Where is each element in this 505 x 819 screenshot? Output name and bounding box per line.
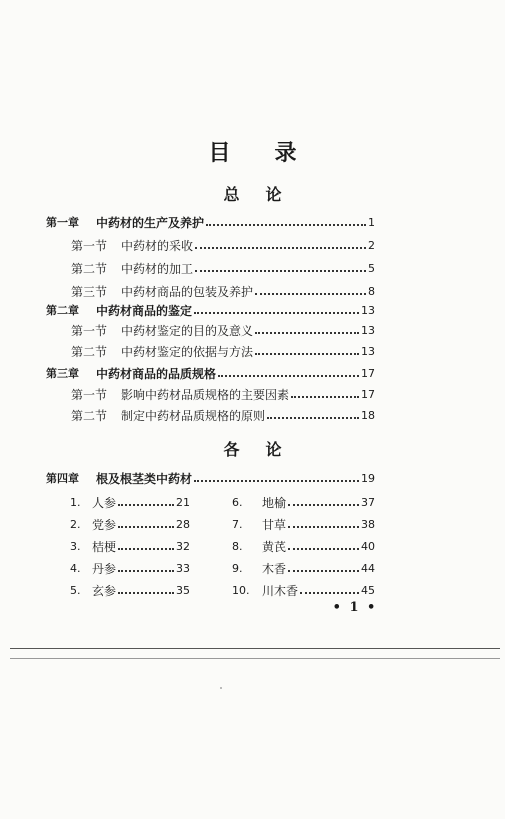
dot-leader	[206, 224, 366, 226]
dot-leader	[255, 293, 366, 295]
dot-leader	[291, 396, 359, 398]
item-number: 2.	[70, 518, 81, 531]
herb-list-item	[232, 538, 375, 556]
toc-page: 17	[361, 367, 375, 380]
toc-section-row	[71, 407, 375, 425]
toc-page: 13	[361, 324, 375, 337]
toc-section-row	[71, 386, 375, 404]
dot-leader	[194, 312, 359, 314]
item-number: 7.	[232, 518, 243, 531]
item-page: 44	[361, 562, 375, 575]
toc-label: 第三节	[71, 285, 108, 299]
toc-label: 第四章	[46, 472, 79, 485]
dot-leader	[300, 592, 359, 594]
toc-label: 第三章	[46, 367, 79, 380]
toc-page: 5	[368, 262, 375, 275]
toc-page: 13	[361, 304, 375, 317]
toc-chapter-row	[46, 302, 375, 320]
item-page: 21	[176, 496, 190, 509]
dot-leader	[118, 548, 174, 550]
dot-leader	[255, 332, 359, 334]
herb-list-item	[70, 560, 190, 578]
toc-title: 中药材商品的包装及养护	[121, 285, 254, 299]
toc-section-row	[71, 343, 375, 361]
toc-page: 2	[368, 239, 375, 252]
toc-title: 中药材商品的品质规格	[96, 367, 217, 381]
toc-title: 中药材鉴定的依据与方法	[121, 345, 254, 359]
toc-section-row	[71, 283, 375, 301]
toc-title: 影响中药材品质规格的主要因素	[121, 388, 290, 402]
toc-label: 第二节	[71, 262, 108, 276]
dot-leader	[267, 417, 359, 419]
item-name: 丹参	[92, 562, 117, 576]
item-name: 川木香	[262, 584, 299, 598]
dot-leader	[194, 480, 359, 482]
toc-chapter-row	[46, 365, 375, 383]
divider	[10, 648, 500, 649]
item-name: 玄参	[92, 584, 117, 598]
toc-title: 中药材商品的鉴定	[96, 304, 193, 318]
item-page: 28	[176, 518, 190, 531]
item-name: 桔梗	[92, 540, 117, 554]
section-heading-general: 总论	[223, 185, 308, 204]
toc-page: 8	[368, 285, 375, 298]
item-page: 40	[361, 540, 375, 553]
item-name: 木香	[262, 562, 287, 576]
toc-label: 第二章	[46, 304, 79, 317]
toc-title: 中药材鉴定的目的及意义	[121, 324, 254, 338]
herb-list-item	[232, 516, 375, 534]
herb-list-item	[70, 582, 190, 600]
herb-list-item	[232, 560, 375, 578]
item-page: 32	[176, 540, 190, 553]
toc-title: 制定中药材品质规格的原则	[121, 409, 266, 423]
toc-title: 中药材的生产及养护	[96, 216, 205, 230]
dot-leader	[288, 504, 359, 506]
toc-page: 18	[361, 409, 375, 422]
toc-section-row	[71, 322, 375, 340]
print-speck	[220, 687, 222, 689]
toc-page: 19	[361, 472, 375, 485]
item-number: 8.	[232, 540, 243, 553]
divider	[10, 658, 500, 659]
item-number: 4.	[70, 562, 81, 575]
dot-leader	[118, 570, 174, 572]
item-page: 45	[361, 584, 375, 597]
dot-leader	[118, 526, 174, 528]
toc-chapter-row	[46, 470, 375, 488]
item-name: 甘草	[262, 518, 287, 532]
toc-section-row	[71, 260, 375, 278]
toc-label: 第一节	[71, 239, 108, 253]
toc-title: 中药材的采收	[121, 239, 194, 253]
item-page: 33	[176, 562, 190, 575]
herb-list-item	[232, 494, 375, 512]
item-name: 黄芪	[262, 540, 287, 554]
dot-leader	[195, 270, 366, 272]
toc-label: 第一节	[71, 388, 108, 402]
dot-leader	[118, 504, 174, 506]
toc-label: 第一节	[71, 324, 108, 338]
toc-page: 17	[361, 388, 375, 401]
toc-label: 第二节	[71, 345, 108, 359]
toc-page: 1	[368, 216, 375, 229]
dot-leader	[288, 526, 359, 528]
dot-leader	[255, 353, 359, 355]
item-name: 人参	[92, 496, 117, 510]
item-number: 6.	[232, 496, 243, 509]
herb-list-item	[232, 582, 375, 600]
item-number: 5.	[70, 584, 81, 597]
toc-page: 13	[361, 345, 375, 358]
section-heading-specific: 各论	[223, 440, 308, 459]
herb-list-item	[70, 494, 190, 512]
toc-label: 第一章	[46, 216, 79, 229]
toc-label: 第二节	[71, 409, 108, 423]
item-number: 9.	[232, 562, 243, 575]
dot-leader	[288, 548, 359, 550]
toc-chapter-row	[46, 214, 375, 232]
dot-leader	[195, 247, 366, 249]
toc-title: 中药材的加工	[121, 262, 194, 276]
item-number: 3.	[70, 540, 81, 553]
item-number: 10.	[232, 584, 250, 597]
page-number: • 1 •	[332, 600, 378, 615]
item-page: 37	[361, 496, 375, 509]
item-name: 地榆	[262, 496, 287, 510]
item-number: 1.	[70, 496, 81, 509]
herb-list-item	[70, 538, 190, 556]
item-name: 党参	[92, 518, 117, 532]
toc-section-row	[71, 237, 375, 255]
dot-leader	[288, 570, 359, 572]
dot-leader	[118, 592, 174, 594]
page-title: 目录	[208, 140, 341, 166]
toc-title: 根及根茎类中药材	[96, 472, 193, 486]
herb-list-item	[70, 516, 190, 534]
item-page: 38	[361, 518, 375, 531]
item-page: 35	[176, 584, 190, 597]
dot-leader	[218, 375, 359, 377]
